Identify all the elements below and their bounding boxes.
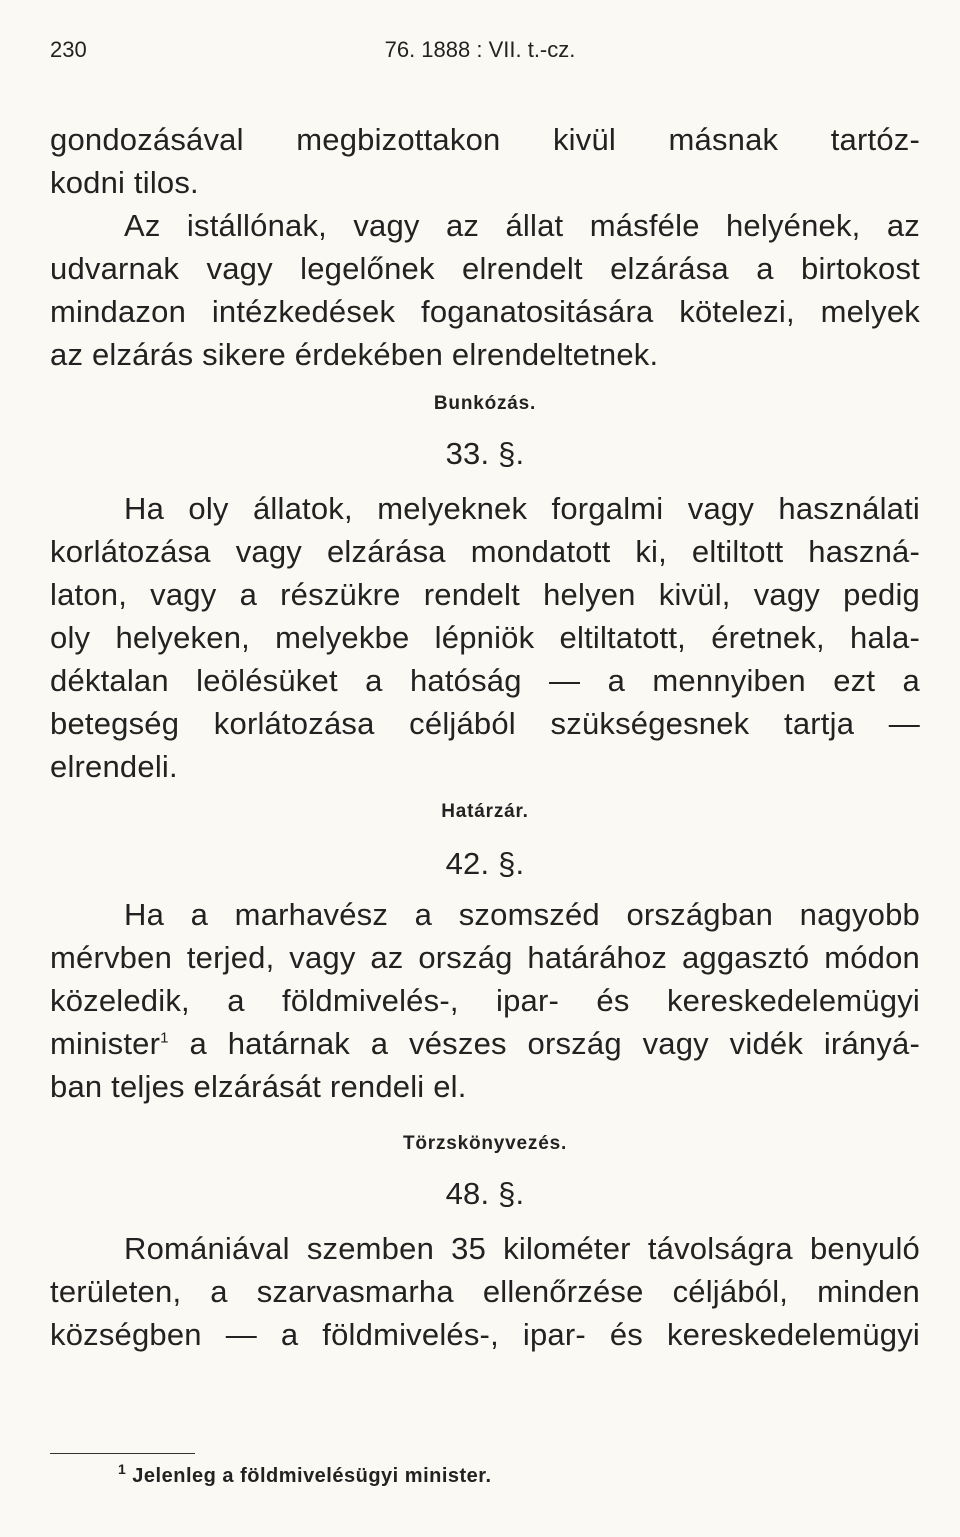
text-line: Ha oly állatok, melyeknek forgalmi vagy használati (124, 491, 920, 526)
text-line: községben — a földmivelés-, ipar- és kereskedelemügyi (50, 1317, 920, 1352)
minister-word: minister (50, 1026, 161, 1061)
section-number: 42. §. (445, 846, 525, 881)
section-number: 33. §. (445, 436, 525, 471)
page-number: 230 (50, 37, 87, 62)
text-line: gondozásával megbizottakon kivül másnak tartóz- (50, 122, 920, 157)
text-line: területen, a szarvasmarha ellenőrzése céljából, minden (50, 1274, 920, 1309)
text-line: mindazon intézkedések foganatositására kötelezi, melyek (50, 294, 920, 329)
footnote-text: Jelenleg a földmivelésügyi minister. (132, 1465, 492, 1487)
text-line: mérvben terjed, vagy az ország határához aggasztó módon (50, 940, 920, 975)
text-line: közeledik, a földmivelés-, ipar- és kereskedelemügyi (50, 983, 920, 1018)
text-line (50, 1022, 920, 1065)
text-line: Romániával szemben 35 kilométer távolságra benyuló (124, 1231, 920, 1266)
text-line: udvarnak vagy legelőnek elrendelt elzárása a birtokost (50, 251, 920, 286)
section-heading: Törzskönyvezés. (402, 1133, 568, 1154)
text-line-rest: a határnak a vészes ország vagy vidék irányá- (189, 1026, 920, 1061)
text-line: déktalan leölésüket a hatóság — a mennyiben ezt a (50, 663, 920, 698)
footnote-reference: 1 (160, 1029, 169, 1047)
section-heading: Határzár. (441, 801, 529, 822)
section-heading: Bunkózás. (433, 393, 537, 414)
text-line: ban teljes elzárását rendeli el. (50, 1069, 467, 1104)
running-head (50, 30, 910, 70)
text-line: betegség korlátozása céljából szükségesnek tartja — (50, 706, 920, 741)
text-line: laton, vagy a részükre rendelt helyen kivül, vagy pedig (50, 577, 920, 612)
footnote (118, 1462, 492, 1490)
body-text (50, 118, 920, 1356)
text-line: Az istállónak, vagy az állat másféle helyének, az (124, 208, 920, 243)
section-number: 48. §. (445, 1176, 525, 1211)
text-line: korlátozása vagy elzárása mondatott ki, eltiltott haszná- (50, 534, 920, 569)
running-title: 76. 1888 : VII. t.-cz. (384, 37, 576, 62)
footnote-divider (50, 1453, 195, 1454)
footnote-mark: 1 (118, 1461, 127, 1478)
text-line: elrendeli. (50, 749, 178, 784)
text-line: Ha a marhavész a szomszéd országban nagyobb (124, 897, 920, 932)
text-line: az elzárás sikere érdekében elrendeltetnek. (50, 337, 659, 372)
text-line: kodni tilos. (50, 165, 199, 200)
text-line: oly helyeken, melyekbe lépniök eltiltatott, éretnek, hala- (50, 620, 920, 655)
